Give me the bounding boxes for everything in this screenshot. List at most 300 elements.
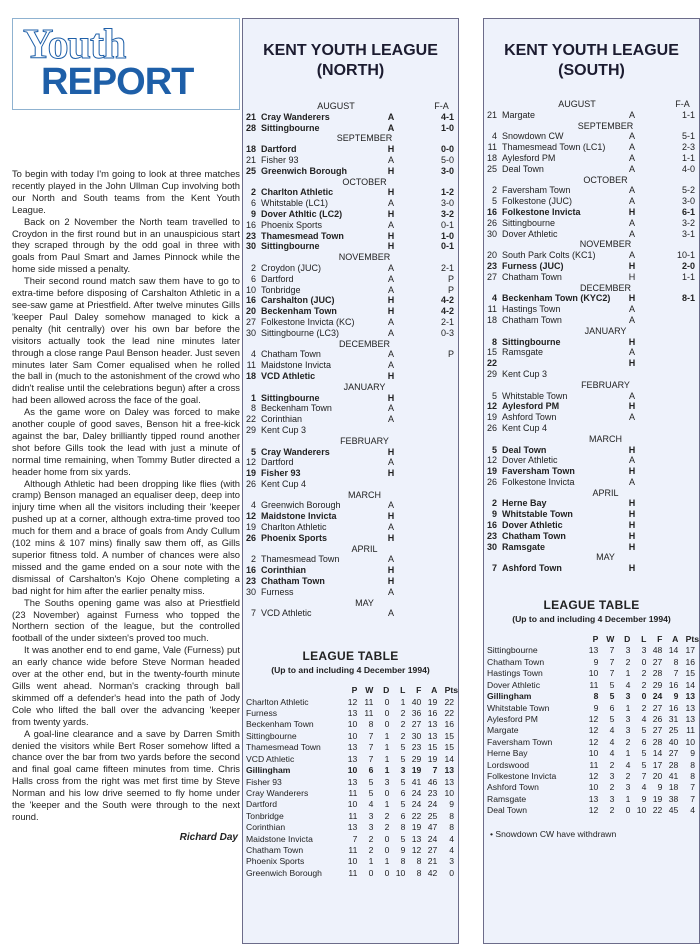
fixture-score: P <box>447 273 454 284</box>
league-table-stat: 2 <box>400 730 406 741</box>
fixture-row <box>484 563 699 574</box>
league-table-stat: 15 <box>427 742 438 753</box>
league-table-stat: 38 <box>668 793 679 804</box>
league-table-stat: 9 <box>593 656 599 667</box>
fixture-row <box>243 187 458 198</box>
fixture-row <box>484 110 699 121</box>
league-table-team: Charlton Athletic <box>246 696 309 707</box>
fixture-date: 20 <box>245 306 256 317</box>
fixture-score <box>642 498 699 509</box>
fixture-venue <box>622 369 642 380</box>
fixture-score: 3-0 <box>440 198 454 209</box>
fixture-opponent: Herne Bay <box>502 498 547 509</box>
league-table-row <box>243 777 458 788</box>
fixture-opponent: Greenwich Borough <box>261 165 348 176</box>
fixture-score <box>642 542 699 553</box>
league-table-row <box>243 697 458 708</box>
league-table-stat: 10 <box>636 805 647 816</box>
fixture-opponent: Snowdown CW <box>502 131 564 142</box>
league-table-stat: 24 <box>411 799 422 810</box>
fixture-month-row <box>484 488 699 499</box>
fixture-opponent: Dover Athletic <box>502 455 558 466</box>
fixture-row <box>243 144 458 155</box>
fixture-score: 4-0 <box>681 163 695 174</box>
fixture-month-row <box>484 326 699 337</box>
fixture-row <box>243 220 458 231</box>
fixture-row <box>484 498 699 509</box>
fixture-opponent: Dartford <box>261 457 294 468</box>
league-table-stat: 13 <box>444 765 454 776</box>
fixture-venue: H <box>387 208 395 219</box>
fixture-date: 22 <box>245 414 256 425</box>
league-table-stat: 22 <box>444 708 454 719</box>
league-table-stat: 0 <box>449 867 454 878</box>
league-table-stat: 19 <box>652 793 663 804</box>
fixture-date: 16 <box>245 565 256 576</box>
fixture-month-label: MAY <box>596 552 615 563</box>
fixture-date: 5 <box>491 444 497 455</box>
fixture-opponent: Chatham Town <box>261 349 321 360</box>
league-table-stat: 47 <box>427 822 438 833</box>
fixture-row <box>484 542 699 553</box>
league-table-stat: 8 <box>673 656 679 667</box>
fixture-venue: A <box>628 347 635 358</box>
fixture-opponent: Folkestone Invicta (KC) <box>261 316 355 327</box>
fixture-score <box>642 391 699 402</box>
fixture-score: P <box>447 284 454 295</box>
league-table-stat: 8 <box>400 856 406 867</box>
article-paragraph: The Souths opening game was also at Priestfield (23 November) against Furness who topped the Northern section of the league, but the controlled football of the under sixteen's proved too much. <box>12 596 240 644</box>
fixture-date: 4 <box>491 293 497 304</box>
fixture-date: 30 <box>486 228 497 239</box>
fixture-date: 23 <box>486 260 497 271</box>
article-paragraph: Back on 2 November the North team travelled to Croydon in the first round but in an unauspicious start they scraped through by the odd goal in three with goals from Paul Smart and James Pinnock while the home side missed a penalty. <box>12 215 240 275</box>
league-table-stat: 7 <box>690 782 695 793</box>
league-table-stat: 14 <box>685 679 695 690</box>
fixture-date: 19 <box>486 466 497 477</box>
league-table-stat: 3 <box>609 770 615 781</box>
fixture-date: 30 <box>245 327 256 338</box>
fixture-opponent: Kent Cup 3 <box>502 368 548 379</box>
league-table-stat: 5 <box>641 725 647 736</box>
league-table-team: Greenwich Borough <box>246 867 322 878</box>
league-table-stat: 40 <box>411 696 422 707</box>
league-table-team: Gillingham <box>246 765 291 776</box>
fixture-month-label: OCTOBER <box>583 174 628 185</box>
fixture-row <box>484 455 699 466</box>
fixture-date: 1 <box>250 392 256 403</box>
fixture-opponent: Thamesmead Town <box>261 554 340 565</box>
fixture-date: 26 <box>486 422 497 433</box>
fixture-row <box>243 241 458 252</box>
league-table-stat: 9 <box>400 844 406 855</box>
fixture-month-row <box>484 239 699 250</box>
league-table-team: Margate <box>487 725 519 736</box>
fixture-date: 5 <box>250 446 256 457</box>
fixture-opponent: Folkestone Invicta <box>502 476 575 487</box>
south-league-panel <box>483 18 700 944</box>
fixture-date: 2 <box>491 498 497 509</box>
fixture-venue: H <box>628 466 636 477</box>
league-table-stat: 13 <box>685 702 695 713</box>
league-table-stat: 0 <box>641 656 647 667</box>
league-table-stat: 1 <box>384 856 390 867</box>
fixture-score <box>642 466 699 477</box>
league-table-row <box>484 782 699 793</box>
logo-youth-text: Youth <box>23 22 126 68</box>
league-table-stat: 45 <box>668 805 679 816</box>
league-table-stat: 41 <box>668 770 679 781</box>
fixture-opponent: Phoenix Sports <box>261 219 323 230</box>
fixture-venue: H <box>387 187 395 198</box>
league-table-stat: 2 <box>641 668 647 679</box>
league-table-stat: 13 <box>427 730 438 741</box>
fixture-venue: A <box>628 131 635 142</box>
fixture-opponent: Beckenham Town (KYC2) <box>502 293 611 304</box>
fixture-venue: A <box>628 163 635 174</box>
fixture-row <box>484 358 699 369</box>
fixture-venue: H <box>628 530 636 541</box>
league-table-stat: 8 <box>593 691 599 702</box>
league-table-header-cell: D <box>624 634 631 645</box>
fixture-score <box>642 315 699 326</box>
league-table-stat: 2 <box>400 708 406 719</box>
fixture-opponent: Dover Athltic (LC2) <box>261 208 343 219</box>
fixture-score: 4-2 <box>440 295 454 306</box>
fixture-opponent: Corinthian <box>261 565 306 576</box>
fixture-score: 2-3 <box>681 142 695 153</box>
league-table-row <box>243 868 458 879</box>
fixture-month-label: JANUARY <box>343 381 386 392</box>
league-table-stat: 25 <box>668 725 679 736</box>
fa-header: F-A <box>434 101 449 111</box>
league-table-stat: 4 <box>690 805 695 816</box>
fixture-row <box>484 347 699 358</box>
fixture-score <box>642 509 699 520</box>
fixture-venue: A <box>387 316 394 327</box>
league-table-stat: 6 <box>400 787 406 798</box>
fixture-month-label: DECEMBER <box>338 338 390 349</box>
article-author: Richard Day <box>179 831 238 843</box>
fixture-row <box>243 608 458 619</box>
league-table-stat: 3 <box>625 782 631 793</box>
north-league-table-title: LEAGUE TABLE <box>302 649 399 664</box>
fixture-row <box>243 263 458 274</box>
league-table-stat: 9 <box>449 799 454 810</box>
league-table-stat: 10 <box>588 748 599 759</box>
fixture-score <box>642 401 699 412</box>
fixture-date: 4 <box>250 349 256 360</box>
fixture-venue: A <box>387 457 394 468</box>
fixture-date: 7 <box>250 608 256 619</box>
league-table-header-cell: Pts <box>685 634 699 645</box>
article-paragraph: A goal-line clearance and a save by Darren Smith denied the visitors while Bert Roser somehow lifted a chance over the bar from two yards before the second and final goal came fifteen minutes from time. Chris Halls cross from the right was met first time by Steve Norman and his low drive seemed to fly home under the 'keeper and the South were through to the next round. <box>12 727 240 822</box>
fixture-date: 2 <box>250 262 256 273</box>
fixture-row <box>484 261 699 272</box>
fixture-date: 5 <box>491 390 497 401</box>
fixture-row <box>243 522 458 533</box>
league-table-stat: 11 <box>348 844 358 855</box>
fixture-score <box>401 511 458 522</box>
league-table-row <box>243 731 458 742</box>
fixture-row <box>243 155 458 166</box>
league-table-stat: 13 <box>588 645 599 656</box>
fixture-date: 26 <box>245 478 256 489</box>
league-table-header-cell: W <box>606 634 615 645</box>
fixture-opponent: Chatham Town <box>261 576 325 587</box>
league-table-stat: 14 <box>444 753 454 764</box>
fixture-month-label: MARCH <box>589 433 622 444</box>
fixture-score <box>401 554 458 565</box>
fixture-date: 11 <box>246 360 256 371</box>
fixture-venue: A <box>628 476 635 487</box>
fixture-opponent: Greenwich Borough <box>261 500 341 511</box>
fixture-opponent: Charlton Athletic <box>261 522 327 533</box>
fixture-score <box>642 412 699 423</box>
fixture-score: 1-2 <box>440 187 454 198</box>
fixture-date: 12 <box>486 455 497 466</box>
fixture-month-row <box>243 101 458 112</box>
league-table-header-cell: F <box>657 634 663 645</box>
league-table-team: Dartford <box>246 799 278 810</box>
article-paragraph: To begin with today I'm going to look at three matches recently played in the John Ullman Cup involving both our North and South teams from the Kent Youth League. <box>12 168 240 215</box>
league-table-stat: 4 <box>609 736 615 747</box>
fixture-opponent: Cray Wanderers <box>261 446 330 457</box>
fixture-score <box>642 337 699 348</box>
fixture-date: 21 <box>245 154 256 165</box>
fixture-row <box>484 477 699 488</box>
fixture-score: 10-1 <box>676 250 695 261</box>
fixture-month-label: JANUARY <box>584 325 627 336</box>
fixture-opponent: Sittingbourne (LC3) <box>261 327 340 338</box>
fixture-score <box>642 423 699 434</box>
fixture-score <box>642 369 699 380</box>
fixture-venue: H <box>387 532 395 543</box>
league-table-team: Maidstone Invicta <box>246 833 313 844</box>
fixture-score: 0-1 <box>440 219 454 230</box>
fixture-score <box>401 447 458 458</box>
fixture-opponent: Maidstone Invicta <box>261 360 332 371</box>
league-table-stat: 15 <box>444 730 454 741</box>
fixture-row <box>484 142 699 153</box>
league-table-row <box>484 748 699 759</box>
fixture-month-row <box>484 380 699 391</box>
league-table-stat: 3 <box>625 725 631 736</box>
fixture-venue: H <box>387 230 395 241</box>
fixture-score: 1-1 <box>681 271 695 282</box>
league-table-stat: 30 <box>411 730 422 741</box>
league-table-row <box>243 742 458 753</box>
fixture-date: 30 <box>245 586 256 597</box>
fixture-venue: H <box>628 498 636 509</box>
fixture-date: 2 <box>250 187 256 198</box>
fixture-venue: A <box>387 122 395 133</box>
league-table-stat: 9 <box>641 793 647 804</box>
fixture-month-label: NOVEMBER <box>338 252 391 263</box>
fixture-opponent: Ashford Town <box>502 563 562 574</box>
league-table-stat: 2 <box>641 702 647 713</box>
league-table-row <box>243 811 458 822</box>
fixture-row <box>484 315 699 326</box>
fixture-venue: A <box>628 142 635 153</box>
league-table-row <box>484 737 699 748</box>
fixture-opponent: Hastings Town <box>502 304 561 315</box>
fixture-score <box>401 479 458 490</box>
fixture-opponent <box>502 358 622 369</box>
league-table-stat: 7 <box>432 765 438 776</box>
league-table-stat: 27 <box>652 702 663 713</box>
fixture-venue: H <box>387 295 395 306</box>
fixture-opponent: Chatham Town <box>502 530 566 541</box>
fixture-venue: A <box>387 111 395 122</box>
fixture-opponent: Cray Wanderers <box>261 111 330 122</box>
league-table-stat: 5 <box>400 799 406 810</box>
fixture-opponent: Kent Cup 4 <box>502 422 548 433</box>
fixture-opponent: Dover Athletic <box>502 228 558 239</box>
fixture-venue: A <box>387 154 394 165</box>
fixture-month-label: DECEMBER <box>579 282 631 293</box>
league-table-team: Aylesford PM <box>487 713 538 724</box>
fixture-score: 0-1 <box>440 241 454 252</box>
fixture-score <box>642 531 699 542</box>
league-table-stat: 2 <box>641 679 647 690</box>
fixture-date: 27 <box>486 271 497 282</box>
fixture-score: 3-1 <box>681 228 695 239</box>
league-table-stat: 9 <box>690 748 695 759</box>
league-table-stat: 21 <box>427 856 438 867</box>
league-table-stat: 14 <box>668 645 679 656</box>
fixture-row <box>243 414 458 425</box>
youth-report-logo <box>12 18 240 110</box>
league-table-header-cell: F <box>416 685 422 696</box>
league-table-stat: 1 <box>368 856 374 867</box>
fixture-score <box>642 445 699 456</box>
fixture-row <box>484 391 699 402</box>
league-table-stat: 8 <box>416 856 422 867</box>
fixture-opponent: Furness <box>261 586 294 597</box>
league-table-row <box>243 845 458 856</box>
league-table-team: Furness <box>246 708 278 719</box>
league-table-stat: 11 <box>589 679 599 690</box>
league-table-team: Fisher 93 <box>246 776 282 787</box>
fixture-opponent: Sittingbourne <box>502 217 556 228</box>
league-table-stat: 6 <box>641 736 647 747</box>
league-table-stat: 7 <box>368 742 374 753</box>
fixture-month-row <box>484 283 699 294</box>
league-table-stat: 0 <box>384 787 390 798</box>
fixture-date: 26 <box>486 217 497 228</box>
league-table-header-row <box>484 634 699 645</box>
fixture-opponent: Folkestone (JUC) <box>502 196 573 207</box>
fixture-score <box>401 360 458 371</box>
fixture-venue: A <box>387 500 394 511</box>
league-table-stat: 5 <box>400 742 406 753</box>
league-table-stat: 13 <box>588 793 599 804</box>
league-table-stat: 13 <box>347 742 358 753</box>
league-table-row <box>484 771 699 782</box>
league-table-stat: 4 <box>609 748 615 759</box>
fixture-row <box>243 565 458 576</box>
league-table-stat: 7 <box>690 793 695 804</box>
fixture-row <box>484 131 699 142</box>
league-table-stat: 4 <box>641 782 647 793</box>
fixture-date: 18 <box>245 144 256 155</box>
fixture-date: 4 <box>250 500 256 511</box>
south-league-table-title: LEAGUE TABLE <box>543 598 640 613</box>
league-table-team: Cray Wanderers <box>246 787 309 798</box>
fixture-date: 8 <box>491 336 497 347</box>
league-table-stat: 10 <box>347 719 358 730</box>
league-table-stat: 23 <box>411 742 422 753</box>
league-table-stat: 1 <box>384 765 390 776</box>
fixture-score: 5-2 <box>681 185 695 196</box>
league-table-stat: 24 <box>652 691 663 702</box>
fixture-row <box>243 231 458 242</box>
fixture-venue: A <box>387 608 394 619</box>
league-table-header-team <box>243 685 341 696</box>
fixture-month-label: APRIL <box>351 543 378 554</box>
fixture-venue: H <box>628 260 636 271</box>
fixture-opponent: Kent Cup 3 <box>261 424 307 435</box>
league-table-stat: 11 <box>348 867 358 878</box>
league-table-team: Chatham Town <box>246 844 304 855</box>
league-table-team: Lordswood <box>487 759 530 770</box>
fixture-venue: A <box>628 217 635 228</box>
fixture-opponent: Fisher 93 <box>261 154 299 165</box>
fixture-venue <box>381 425 401 436</box>
fixture-date: 18 <box>486 152 497 163</box>
fixture-venue: A <box>387 284 394 295</box>
fixture-score: 0-3 <box>440 327 454 338</box>
fixture-row <box>243 349 458 360</box>
fixture-opponent: Chatham Town <box>502 271 562 282</box>
fixture-score <box>401 393 458 404</box>
fixture-date: 12 <box>486 401 497 412</box>
fixture-venue: A <box>628 412 635 423</box>
fixture-date: 25 <box>245 165 256 176</box>
fixture-score <box>401 457 458 468</box>
league-table-stat: 1 <box>625 668 631 679</box>
fixture-date: 15 <box>486 347 497 358</box>
south-fixtures-table <box>484 99 699 574</box>
fixture-row <box>484 250 699 261</box>
fixture-date: 27 <box>245 316 256 327</box>
league-table-stat: 41 <box>411 776 422 787</box>
fixture-opponent: Phoenix Sports <box>261 532 328 543</box>
fixture-month-row <box>243 382 458 393</box>
fixture-month-label: FEBRUARY <box>581 379 630 390</box>
league-table-stat: 8 <box>690 770 695 781</box>
league-table-stat: 2 <box>368 844 374 855</box>
fixture-venue: A <box>387 554 394 565</box>
fixture-score <box>401 522 458 533</box>
league-table-row <box>243 788 458 799</box>
fixture-month-row <box>243 252 458 263</box>
league-table-row <box>243 856 458 867</box>
league-table-stat: 28 <box>652 668 663 679</box>
south-title-line1: KENT YOUTH LEAGUE <box>504 42 679 59</box>
fixture-opponent: Sittingbourne <box>502 336 561 347</box>
fixture-score: 5-1 <box>681 131 695 142</box>
fixture-venue: H <box>387 511 395 522</box>
league-table-stat: 4 <box>368 799 374 810</box>
fixture-opponent: Margate <box>502 109 536 120</box>
north-league-table-subtitle: (Up to and including 4 December 1994) <box>271 665 430 676</box>
league-table-header-cell: P <box>351 685 358 696</box>
league-table-stat: 13 <box>427 719 438 730</box>
fixture-row <box>484 423 699 434</box>
fixture-row <box>243 576 458 587</box>
